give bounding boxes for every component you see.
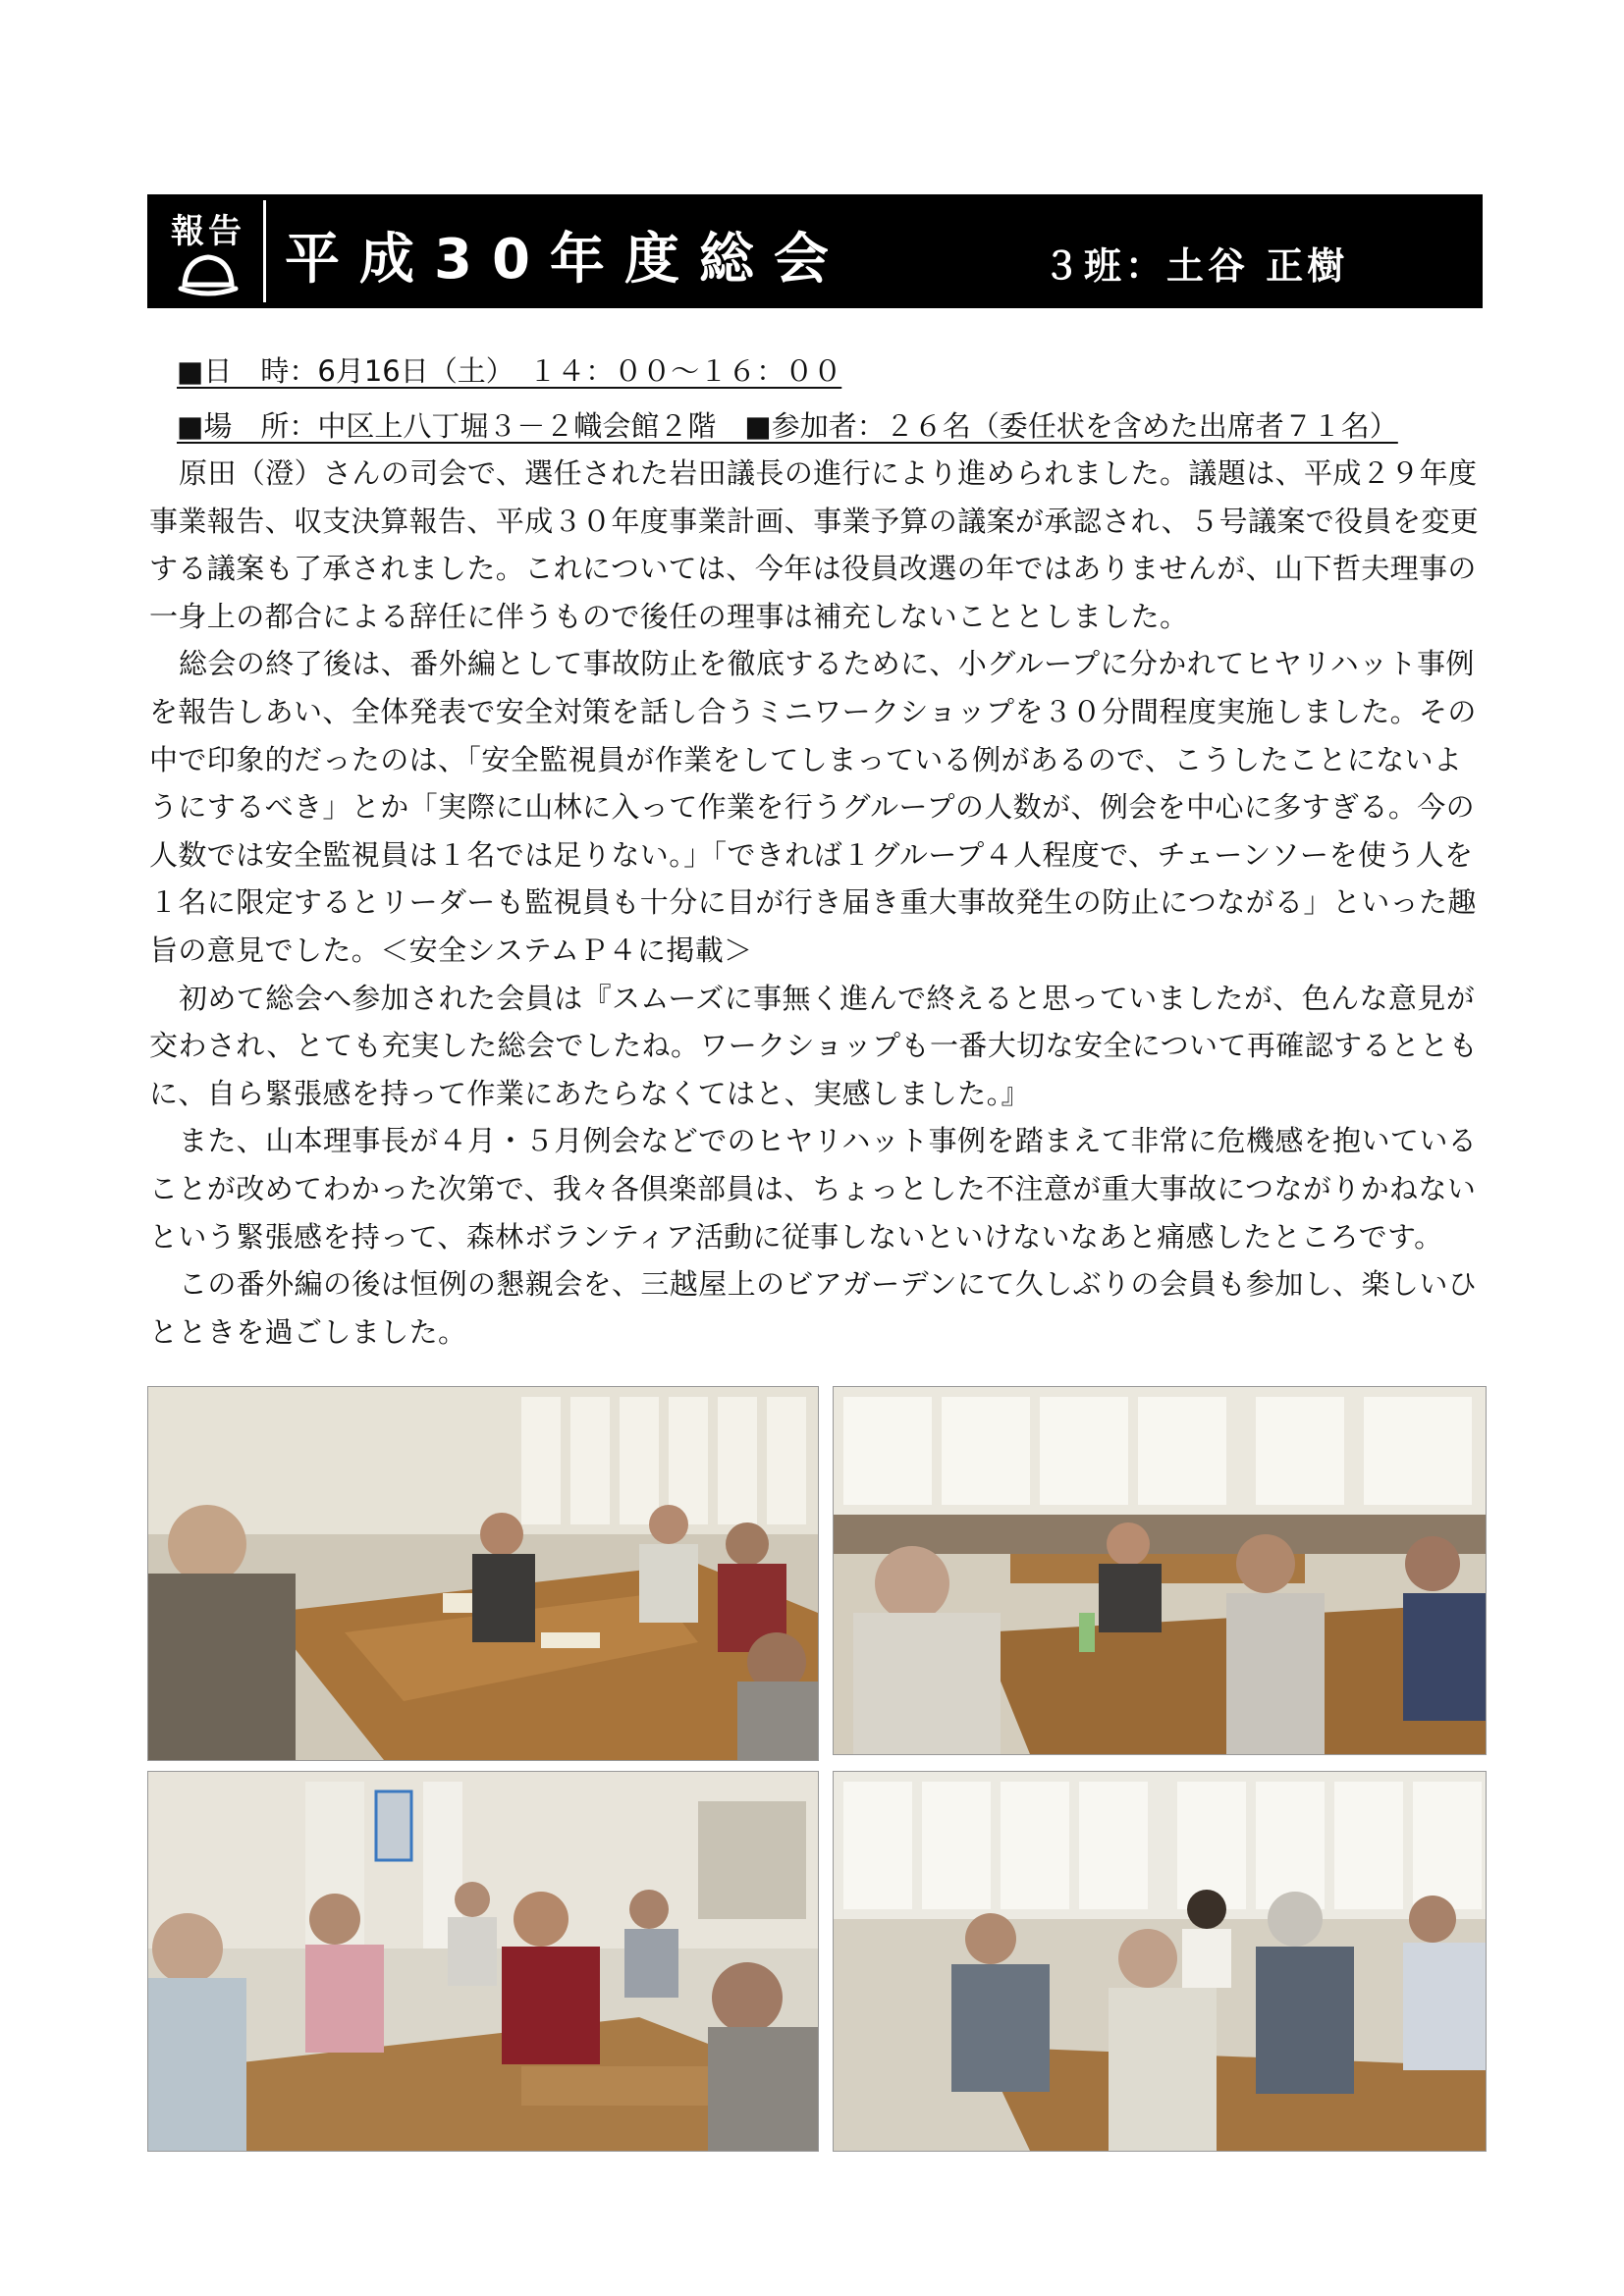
paragraph: また、山本理事長が４月・５月例会などでのヒヤリハット事例を踏まえて非常に危機感を抱いていることが改めてわかった次第で、我々各倶楽部員は、ちょっとした不注意が重大事故につながりかねないという緊張感を持って、森林ボランティア活動に従事しないといけないなあと痛感したところです。 (149, 1124, 1478, 1254)
article-body (149, 450, 1485, 1356)
paragraph: 総会の終了後は、番外編として事故防止を徹底するために、小グループに分かれてヒヤリハット事例を報告しあい、全体発表で安全対策を話し合うミニワークショップを３０分間程度実施しました。その中で印象的だったのは、「安全監視員が作業をしてしまっている例があるので、こうしたことにないようにするべき」とか「実際に山林に入って作業を行うグループの人数が、例会を中心に多すぎる。今の人数では安全監視員は１名では足りない。」「できれば１グループ４人程度で、チェーンソーを使う人を１名に限定するとリーダーも監視員も十分に目が行き届き重大事故発生の防止につながる」といった趣旨の意見でした。＜安全システムＰ４に掲載＞ (149, 647, 1477, 967)
author-name: ３班：土谷 正樹 (1043, 244, 1349, 288)
photo-meeting-2 (833, 1386, 1487, 1755)
paragraph: この番外編の後は恒例の懇親会を、三越屋上のビアガーデンにて久しぶりの会員も参加し、楽しいひとときを過ごしました。 (149, 1267, 1478, 1349)
mound-icon (177, 249, 240, 298)
paragraph: 初めて総会へ参加された会員は『スムーズに事無く進んで終えると思っていましたが、色んな意見が交わされ、とても充実した総会でしたね。ワークショップも一番大切な安全について再確認するとともに、自ら緊張感を持って作業にあたらなくてはと、実感しました。』 (149, 981, 1478, 1110)
photo-meeting-3 (147, 1771, 819, 2152)
event-place-attendance: ■場 所：中区上八丁堀３－２幟会館２階 ■参加者：２６名（委任状を含めた出席者７１名） (177, 409, 1398, 443)
event-datetime: ■日 時：6月16日（土） １４：００～１６：００ (177, 354, 842, 388)
badge-label: 報告 (171, 212, 245, 251)
page-title: 平成30年度総会 (285, 228, 848, 292)
report-badge (153, 200, 266, 302)
photo-meeting-1 (147, 1386, 819, 1761)
report-header (147, 194, 1483, 308)
photo-meeting-4 (833, 1771, 1487, 2152)
paragraph: 原田（澄）さんの司会で、選任された岩田議長の進行により進められました。議題は、平成２９年度事業報告、収支決算報告、平成３０年度事業計画、事業予算の議案が承認され、５号議案で役員を変更する議案も了承されました。これについては、今年は役員改選の年ではありませんが、山下哲夫理事の一身上の都合による辞任に伴うもので後任の理事は補充しないこととしました。 (149, 456, 1480, 633)
